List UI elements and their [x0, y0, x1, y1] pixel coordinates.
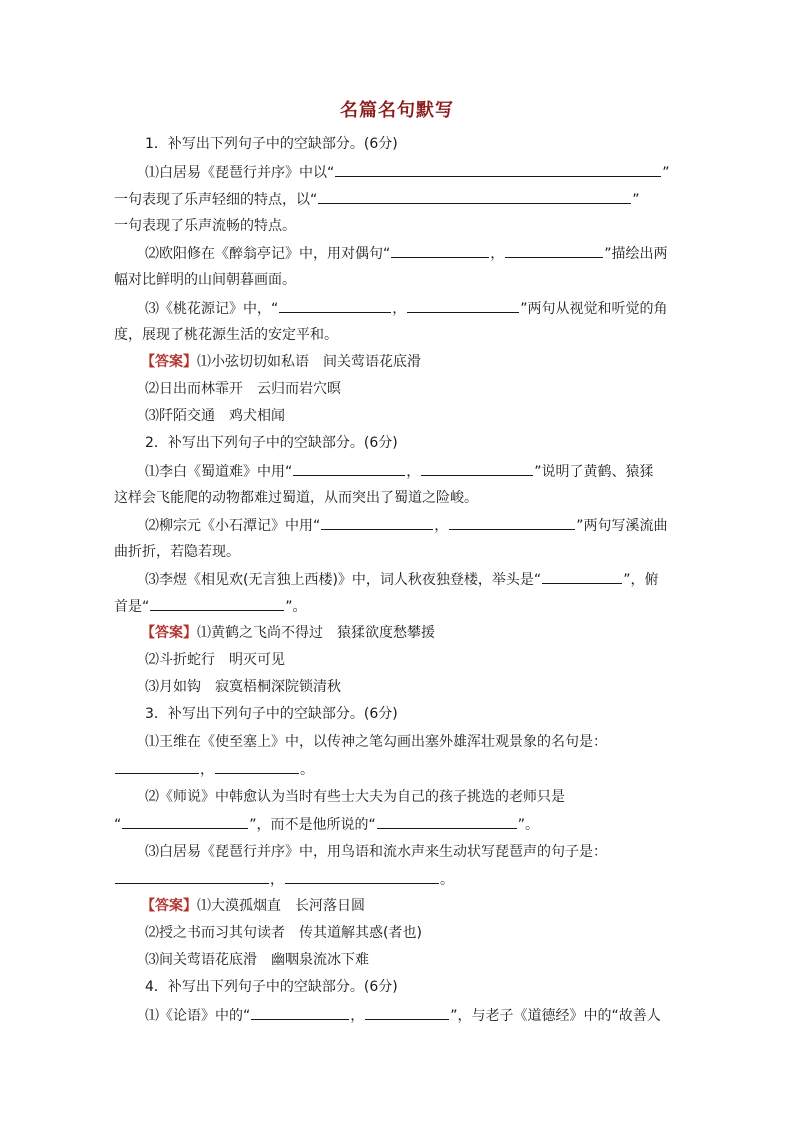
- comma: ，: [490, 246, 505, 262]
- q1-answer-line3: ⑶阡陌交通 鸡犬相闻: [145, 408, 285, 424]
- q2-p3-text-end: ”，俯: [623, 572, 659, 588]
- period: 。: [440, 872, 454, 888]
- q3-stem: 3．补写出下列句子中的空缺部分。(6分): [145, 706, 398, 722]
- q1-p2-text-end: ”描绘出两: [604, 246, 668, 262]
- fill-blank[interactable]: [122, 814, 248, 829]
- q2-p1-text: ⑴李白《蜀道难》中用“: [145, 464, 293, 480]
- q2-p3-line1: [145, 569, 658, 590]
- q3-answer-line2: ⑵授之书而习其句读者 传其道解其惑(者也): [145, 925, 422, 941]
- fill-blank[interactable]: [365, 1005, 449, 1020]
- q1-p1-line2: [114, 189, 640, 210]
- answer-text: ⑴小弦切切如私语 间关莺语花底滑: [197, 354, 421, 370]
- q2-p3b-text: 首是“: [114, 599, 150, 615]
- comma: ，: [270, 872, 284, 888]
- fill-blank[interactable]: [279, 298, 391, 313]
- q1-stem: 1．补写出下列句子中的空缺部分。(6分): [145, 136, 398, 152]
- comma: ，: [392, 301, 407, 317]
- q1-p1-text: ⑴白居易《琵琶行并序》中以“: [145, 165, 335, 181]
- q3-answer-line3: ⑶间关莺语花底滑 幽咽泉流冰下难: [145, 952, 369, 968]
- q2-p1-line2: 这样会飞能爬的动物都难过蜀道，从而突出了蜀道之险峻。: [114, 490, 478, 506]
- answer-text: ⑴大漠孤烟直 长河落日圆: [197, 898, 365, 914]
- q2-p2-line1: [145, 515, 668, 536]
- q2-p2-line2: 曲折折，若隐若现。: [114, 544, 240, 560]
- comma: ，: [350, 1008, 365, 1024]
- q1-p2-line1: [145, 243, 668, 264]
- fill-blank[interactable]: [321, 515, 433, 530]
- fill-blank[interactable]: [115, 869, 269, 884]
- page-title: 名篇名句默写: [340, 100, 454, 121]
- q1-answer-line2: ⑵日出而林霏开 云归而岩穴暝: [145, 381, 341, 397]
- fill-blank[interactable]: [377, 814, 517, 829]
- q1-p1b-text: 一句表现了乐声轻细的特点，以“: [114, 192, 318, 208]
- comma: ，: [434, 518, 449, 534]
- quote-open: “: [114, 817, 122, 833]
- answer-text: ⑴黄鹤之飞尚不得过 猿猱欲度愁攀援: [197, 625, 435, 641]
- answer-tag: 【答案】: [141, 625, 197, 641]
- q2-p3b-text-end: ”。: [285, 599, 307, 615]
- answer-tag: 【答案】: [141, 354, 197, 370]
- q2-stem: 2．补写出下列句子中的空缺部分。(6分): [145, 435, 398, 451]
- fill-blank[interactable]: [505, 243, 603, 258]
- q2-p1-line1: [145, 461, 654, 482]
- fill-blank[interactable]: [215, 759, 299, 774]
- q1-p2-line2: 幅对比鲜明的山间朝暮画面。: [114, 272, 296, 288]
- q3-p2-line1: ⑵《师说》中韩愈认为当时有些士大夫为自己的孩子挑选的老师只是: [145, 789, 565, 805]
- q1-p2-text: ⑵欧阳修在《醉翁亭记》中，用对偶句“: [145, 246, 391, 262]
- fill-blank[interactable]: [318, 189, 631, 204]
- q2-p3-line2: [114, 596, 307, 617]
- comma: ，: [200, 762, 214, 778]
- q1-p3-line2: 度，展现了桃花源生活的安定平和。: [114, 327, 338, 343]
- period: 。: [300, 762, 314, 778]
- q2-p1-text-end: ”说明了黄鹤、猿猱: [534, 464, 654, 480]
- q3-p2-line2: [114, 814, 539, 835]
- comma: ，: [406, 464, 421, 480]
- q2-p2-text: ⑵柳宗元《小石潭记》中用“: [145, 518, 321, 534]
- fill-blank[interactable]: [251, 1005, 349, 1020]
- q2-answer-line2: ⑵斗折蛇行 明灭可见: [145, 652, 285, 668]
- q3-p3-line2: [114, 869, 454, 890]
- q4-p1-line1: [145, 1005, 661, 1026]
- q3-p3-line1: ⑶白居易《琵琶行并序》中，用鸟语和流水声来生动状写琵琶声的句子是：: [145, 844, 607, 860]
- fill-blank[interactable]: [449, 515, 575, 530]
- q2-p2-text-end: ”两句写溪流曲: [576, 518, 668, 534]
- quote-close: ”。: [517, 817, 540, 833]
- quote-close: ”: [662, 165, 670, 181]
- q2-p3-text: ⑶李煜《相见欢(无言独上西楼)》中，词人秋夜独登楼，举头是“: [145, 572, 542, 588]
- q3-answer-line1: [141, 896, 365, 916]
- q1-p3-line1: [145, 298, 668, 319]
- fill-blank[interactable]: [150, 596, 284, 611]
- fill-blank[interactable]: [407, 298, 519, 313]
- q2-answer-line3: ⑶月如钩 寂寞梧桐深院锁清秋: [145, 679, 341, 695]
- q3-p2b-text: ”，而不是他所说的“: [249, 817, 376, 833]
- fill-blank[interactable]: [335, 162, 661, 177]
- answer-tag: 【答案】: [141, 898, 197, 914]
- q2-answer-line1: [141, 623, 435, 643]
- q3-p1-line2: [114, 759, 314, 780]
- q3-p1-line1: ⑴王维在《使至塞上》中，以传神之笔勾画出塞外雄浑壮观景象的名句是：: [145, 734, 607, 750]
- quote-close: ”: [632, 192, 640, 208]
- q1-p1-line3: 一句表现了乐声流畅的特点。: [114, 218, 296, 234]
- q1-p3-text-end: ”两句从视觉和听觉的角: [520, 301, 668, 317]
- q4-p1-text: ⑴《论语》中的“: [145, 1008, 251, 1024]
- q4-stem: 4．补写出下列句子中的空缺部分。(6分): [145, 979, 398, 995]
- fill-blank[interactable]: [115, 759, 199, 774]
- fill-blank[interactable]: [542, 569, 622, 584]
- fill-blank[interactable]: [293, 461, 405, 476]
- fill-blank[interactable]: [421, 461, 533, 476]
- fill-blank[interactable]: [285, 869, 439, 884]
- q1-answer-line1: [141, 352, 421, 372]
- q1-p3-text: ⑶《桃花源记》中，“: [145, 301, 279, 317]
- q1-p1-line1: [145, 162, 670, 183]
- q4-p1-text-end: ”，与老子《道德经》中的“故善人: [450, 1008, 661, 1024]
- fill-blank[interactable]: [391, 243, 489, 258]
